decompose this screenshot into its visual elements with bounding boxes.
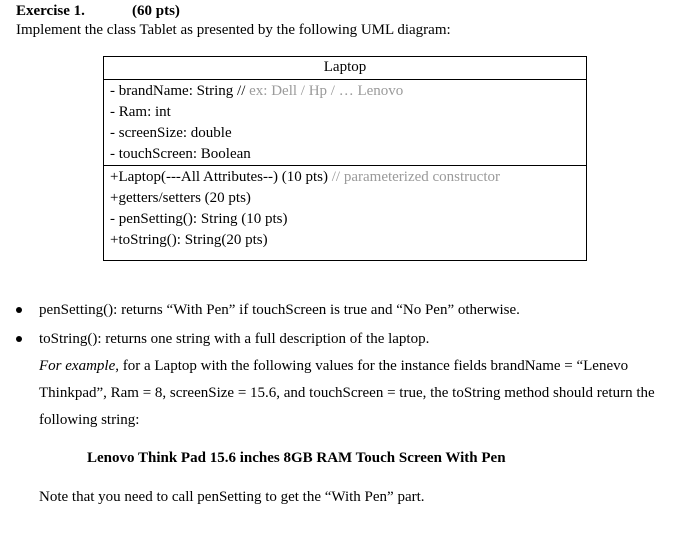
- uml-attribute-text: - touchScreen: Boolean: [110, 146, 251, 162]
- uml-method-text: - penSetting(): String (10 pts): [110, 211, 288, 227]
- bullet-dot-icon: [16, 336, 22, 342]
- uml-attribute: [110, 102, 586, 123]
- example-line-2: Thinkpad”, Ram = 8, screenSize = 15.6, and touchScreen = true, the toString method should return the: [39, 385, 655, 401]
- uml-method: [110, 188, 586, 209]
- uml-method-text: +getters/setters (20 pts): [110, 190, 251, 206]
- bullet-text: toString(): returns one string with a full description of the laptop.: [39, 331, 430, 347]
- uml-attribute-text: - brandName: String //: [110, 83, 250, 99]
- uml-methods-section: [104, 166, 586, 251]
- uml-method: [110, 209, 586, 230]
- example-line-3: following string:: [39, 412, 140, 428]
- uml-method: [110, 230, 586, 251]
- uml-method-comment: // parameterized constructor: [331, 169, 501, 185]
- uml-class-diagram: [103, 56, 587, 261]
- uml-attribute: [110, 123, 586, 144]
- uml-method-text: +toString(): String(20 pts): [110, 232, 268, 248]
- uml-attribute-text: - Ram: int: [110, 104, 171, 120]
- example-line-1: [39, 355, 628, 377]
- exercise-heading: [16, 3, 180, 20]
- example-label: For example: [39, 358, 116, 374]
- exercise-title: Exercise 1.: [16, 3, 85, 19]
- bullet-text: penSetting(): returns “With Pen” if touchScreen is true and “No Pen” otherwise.: [39, 302, 520, 318]
- uml-attributes-section: [104, 80, 586, 166]
- uml-class-name: Laptop: [104, 57, 586, 80]
- expected-output-string: Lenovo Think Pad 15.6 inches 8GB RAM Touch Screen With Pen: [87, 450, 506, 466]
- uml-attribute: [110, 144, 586, 165]
- uml-attribute-comment: ex: Dell / Hp / … Lenovo: [249, 83, 404, 99]
- exercise-intro: Implement the class Tablet as presented by the following UML diagram:: [16, 22, 451, 38]
- bullet-dot-icon: [16, 307, 22, 313]
- note-text: Note that you need to call penSetting to get the “With Pen” part.: [39, 489, 425, 505]
- exercise-points: (60 pts): [132, 3, 180, 19]
- uml-method: [110, 167, 586, 188]
- uml-attribute-text: - screenSize: double: [110, 125, 232, 141]
- uml-attribute: [110, 81, 586, 102]
- uml-method-text: +Laptop(---All Attributes--) (10 pts): [110, 169, 332, 185]
- example-line-1-text: , for a Laptop with the following values for the instance fields brandName = “Lenevo: [115, 358, 629, 374]
